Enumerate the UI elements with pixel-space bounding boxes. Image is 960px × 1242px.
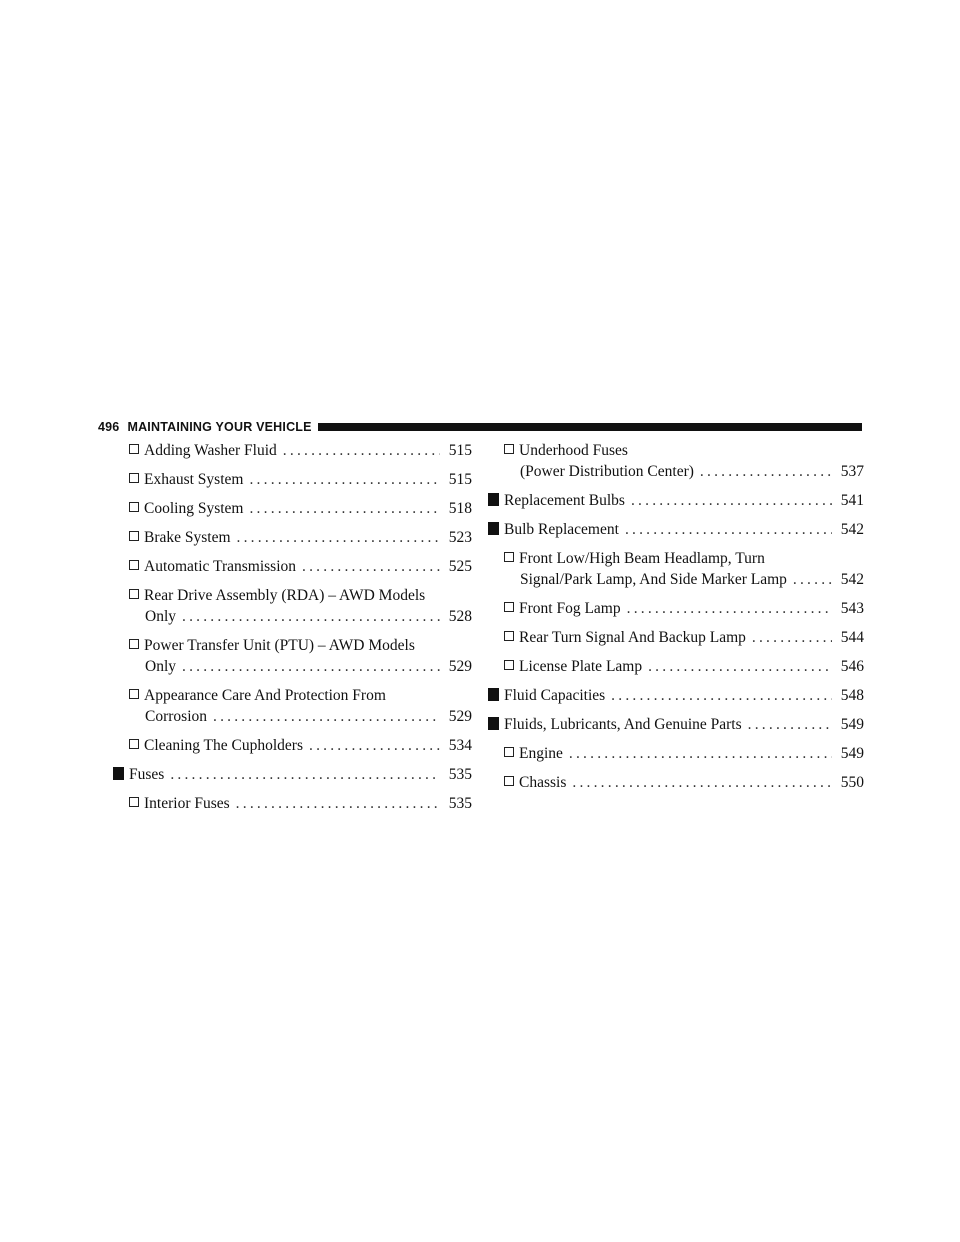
toc-entry-title: Fluid Capacities (504, 687, 606, 704)
dot-leader (283, 440, 440, 461)
toc-page-number: 548 (840, 687, 864, 704)
dot-leader (249, 469, 440, 490)
solid-square-bullet-icon (488, 688, 499, 701)
dot-leader (236, 793, 440, 814)
toc-page-number: 541 (840, 492, 864, 509)
dot-leader (170, 764, 440, 785)
hollow-square-bullet-icon (129, 502, 139, 512)
toc-entry[interactable] (488, 519, 864, 540)
hollow-square-bullet-icon (504, 631, 514, 641)
toc-entry-title: Replacement Bulbs (504, 492, 625, 509)
toc-entry[interactable] (488, 548, 864, 590)
hollow-square-bullet-icon (129, 589, 139, 599)
dot-leader (748, 714, 832, 735)
toc-entry-title: Automatic Transmission (144, 558, 297, 575)
toc-entry-title: Appearance Care And Protection From (144, 687, 386, 704)
toc-page-number: 528 (448, 608, 472, 625)
hollow-square-bullet-icon (129, 739, 139, 749)
toc-page-number: 550 (840, 774, 864, 791)
solid-square-bullet-icon (488, 522, 499, 535)
toc-page-number: 544 (840, 629, 864, 646)
toc-entry[interactable] (113, 556, 472, 577)
hollow-square-bullet-icon (129, 531, 139, 541)
toc-entry[interactable] (488, 490, 864, 511)
toc-page-number: 549 (840, 716, 864, 733)
dot-leader (249, 498, 440, 519)
toc-entry[interactable] (488, 440, 864, 482)
toc-entry[interactable] (488, 598, 864, 619)
hollow-square-bullet-icon (504, 602, 514, 612)
toc-entry[interactable] (488, 656, 864, 677)
toc-page-number: 515 (448, 442, 472, 459)
toc-page-number: 542 (840, 571, 864, 588)
toc-entry[interactable] (488, 685, 864, 706)
toc-entry-title: Rear Drive Assembly (RDA) – AWD Models (144, 587, 426, 604)
toc-entry-title: Chassis (519, 774, 567, 791)
hollow-square-bullet-icon (129, 797, 139, 807)
dot-leader (302, 556, 440, 577)
toc-page-number: 549 (840, 745, 864, 762)
dot-leader (627, 598, 832, 619)
dot-leader (182, 656, 440, 677)
page-header (98, 418, 862, 436)
dot-leader (572, 772, 832, 793)
toc-entry[interactable] (113, 527, 472, 548)
toc-entry[interactable] (488, 714, 864, 735)
hollow-square-bullet-icon (129, 689, 139, 699)
section-title: MAINTAINING YOUR VEHICLE (127, 420, 312, 434)
dot-leader (752, 627, 832, 648)
toc-entry-title: Interior Fuses (144, 795, 230, 812)
toc-entry-title: Rear Turn Signal And Backup Lamp (519, 629, 746, 646)
toc-entry[interactable] (113, 635, 472, 677)
toc-right-column (488, 440, 864, 801)
toc-entry[interactable] (113, 498, 472, 519)
toc-page-number: 534 (448, 737, 472, 754)
toc-entry[interactable] (113, 440, 472, 461)
toc-page-number: 523 (448, 529, 472, 546)
hollow-square-bullet-icon (504, 747, 514, 757)
toc-entry-title: Brake System (144, 529, 231, 546)
toc-entry-title: Fuses (129, 766, 165, 783)
toc-entry[interactable] (488, 627, 864, 648)
dot-leader (569, 743, 832, 764)
dot-leader (700, 461, 832, 482)
toc-entry-title: Underhood Fuses (519, 442, 628, 459)
toc-entry[interactable] (113, 764, 472, 785)
solid-square-bullet-icon (488, 717, 499, 730)
toc-entry-title: Bulb Replacement (504, 521, 619, 538)
dot-leader (631, 490, 832, 511)
toc-page-number: 529 (448, 708, 472, 725)
toc-entry-title: Power Transfer Unit (PTU) – AWD Models (144, 637, 415, 654)
toc-entry[interactable] (113, 793, 472, 814)
hollow-square-bullet-icon (504, 552, 514, 562)
solid-square-bullet-icon (113, 767, 124, 780)
hollow-square-bullet-icon (504, 444, 514, 454)
header-rule (318, 423, 862, 431)
toc-entry[interactable] (113, 685, 472, 727)
toc-entry-title: Front Fog Lamp (519, 600, 621, 617)
hollow-square-bullet-icon (129, 639, 139, 649)
toc-page-number: 535 (448, 766, 472, 783)
dot-leader (213, 706, 440, 727)
toc-entry-title: Cooling System (144, 500, 244, 517)
toc-entry-title: Exhaust System (144, 471, 244, 488)
hollow-square-bullet-icon (504, 660, 514, 670)
toc-left-column (113, 440, 472, 822)
toc-page-number: 535 (448, 795, 472, 812)
toc-entry-title: License Plate Lamp (519, 658, 643, 675)
page-number: 496 (98, 420, 120, 434)
toc-page-number: 537 (840, 463, 864, 480)
toc-entry[interactable] (488, 743, 864, 764)
toc-entry-title: Adding Washer Fluid (144, 442, 277, 459)
hollow-square-bullet-icon (129, 444, 139, 454)
dot-leader (237, 527, 440, 548)
toc-entry[interactable] (488, 772, 864, 793)
toc-page-number: 529 (448, 658, 472, 675)
dot-leader (625, 519, 832, 540)
toc-page-number: 525 (448, 558, 472, 575)
dot-leader (611, 685, 832, 706)
toc-entry-title: Signal/Park Lamp, And Side Marker Lamp (520, 571, 787, 588)
toc-page-number: 518 (448, 500, 472, 517)
hollow-square-bullet-icon (129, 560, 139, 570)
toc-entry-title: (Power Distribution Center) (520, 463, 694, 480)
hollow-square-bullet-icon (504, 776, 514, 786)
solid-square-bullet-icon (488, 493, 499, 506)
toc-page-number: 515 (448, 471, 472, 488)
dot-leader (182, 606, 440, 627)
hollow-square-bullet-icon (129, 473, 139, 483)
dot-leader (793, 569, 832, 590)
toc-entry-title: Only (145, 658, 176, 675)
toc-entry-title: Only (145, 608, 176, 625)
toc-entry-title: Engine (519, 745, 563, 762)
toc-entry-title: Fluids, Lubricants, And Genuine Parts (504, 716, 742, 733)
toc-page-number: 543 (840, 600, 864, 617)
toc-entry-title: Front Low/High Beam Headlamp, Turn (519, 550, 765, 567)
toc-page-number: 546 (840, 658, 864, 675)
toc-entry-title: Cleaning The Cupholders (144, 737, 303, 754)
toc-entry[interactable] (113, 585, 472, 627)
dot-leader (648, 656, 832, 677)
toc-entry[interactable] (113, 469, 472, 490)
toc-entry[interactable] (113, 735, 472, 756)
toc-entry-title: Corrosion (145, 708, 207, 725)
toc-page-number: 542 (840, 521, 864, 538)
dot-leader (309, 735, 440, 756)
